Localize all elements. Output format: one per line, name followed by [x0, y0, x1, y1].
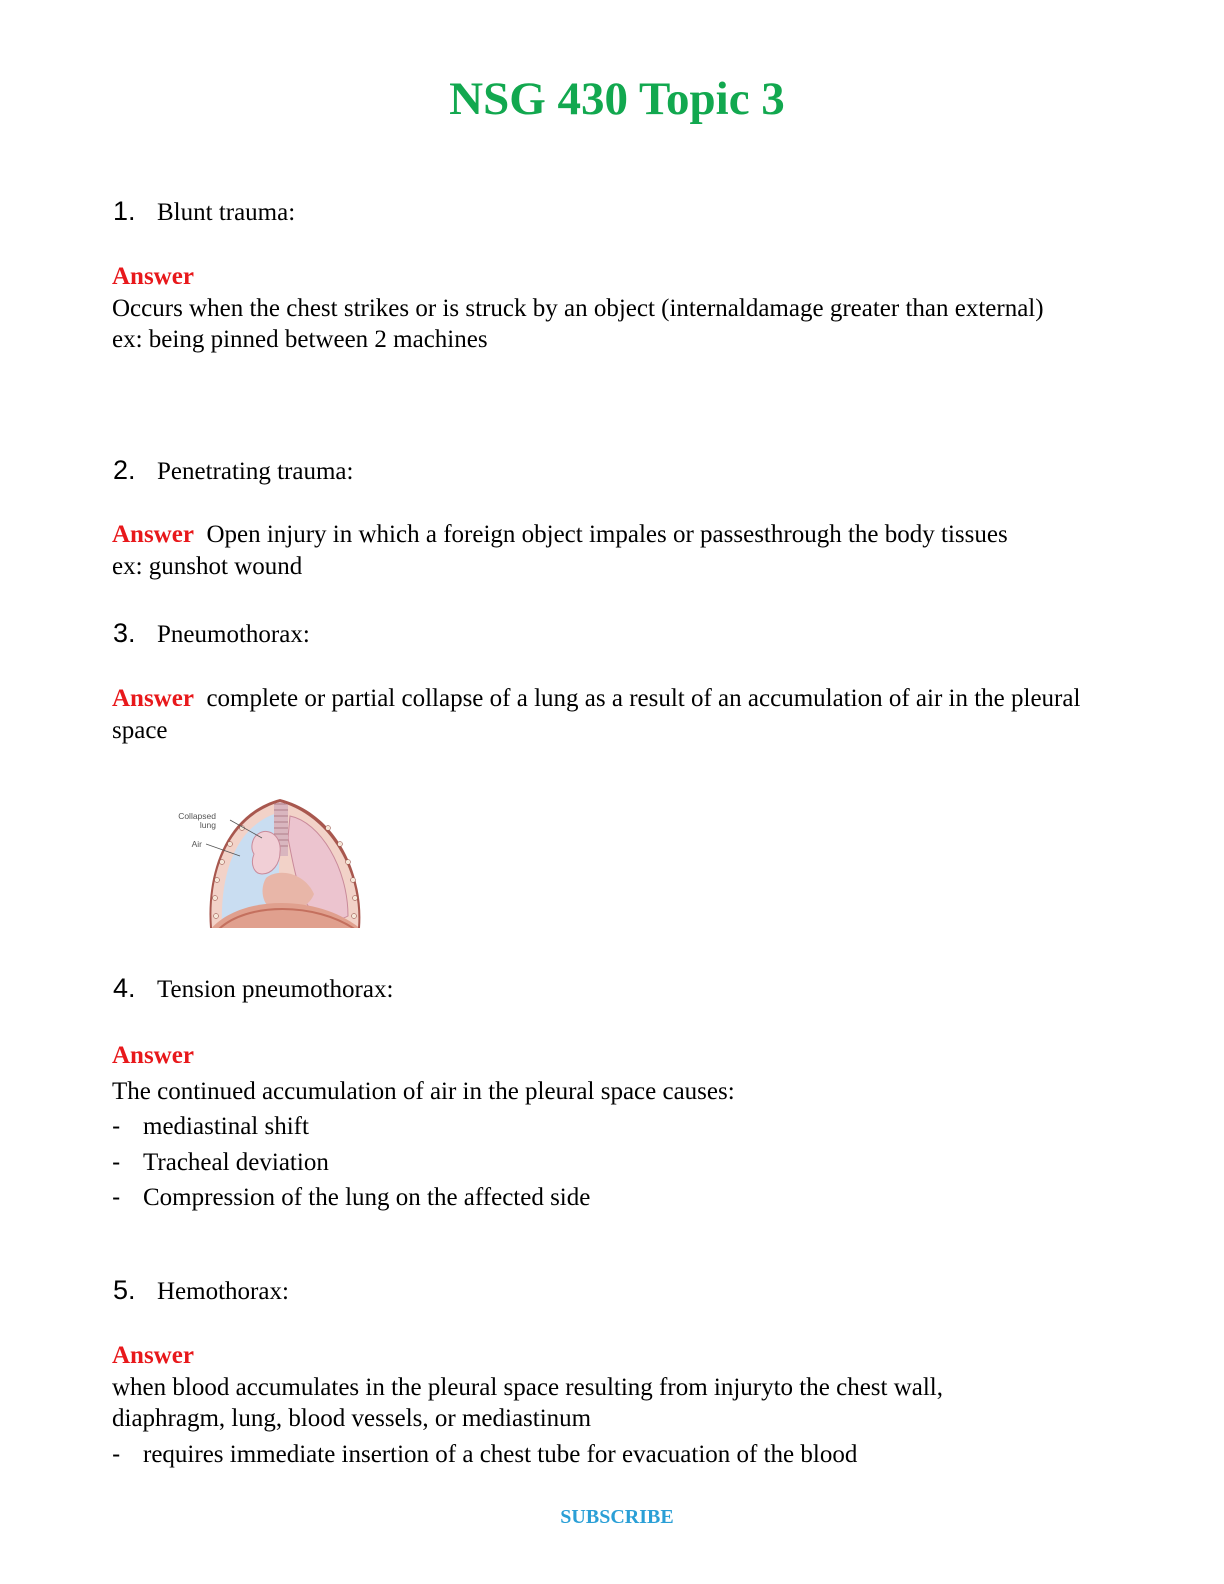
- list-item: - requires immediate insertion of a chest tube for evacuation of the blood: [112, 1439, 858, 1468]
- page-title: NSG 430 Topic 3: [449, 73, 785, 125]
- list-item: - Compression of the lung on the affected side: [112, 1183, 591, 1211]
- answer-label: Answer: [112, 521, 194, 548]
- question-term: Tension pneumothorax:: [157, 976, 394, 1003]
- answer-text: Occurs when the chest strikes or is struck by an object (internaldamage greater than external): [112, 294, 1044, 322]
- answer-text: when blood accumulates in the pleural space resulting from injuryto the chest wall, diaphragm, lung, blood vessels, or mediastinum: [112, 1373, 944, 1432]
- question-number: 5.: [113, 1275, 136, 1305]
- answer-example: ex: being pinned between 2 machines: [112, 326, 488, 353]
- figure-label-collapsed-lung: Collapsed lung: [178, 811, 216, 830]
- answer-label: Answer: [112, 263, 194, 290]
- question-number: 4.: [113, 973, 136, 1003]
- answer-block-1: [112, 261, 1122, 356]
- answer-block-2: [112, 519, 1122, 582]
- question-number: 3.: [113, 618, 136, 648]
- question-number: 1.: [113, 196, 136, 226]
- answer-text: The continued accumulation of air in the pleural space causes:: [112, 1077, 735, 1105]
- pneumothorax-illustration: [170, 798, 365, 930]
- answer-label: Answer: [112, 1342, 194, 1369]
- question-number: 2.: [113, 455, 136, 485]
- answer-text: complete or partial collapse of a lung as a result of an accumulation of air in the pleural space: [112, 685, 1081, 744]
- question-term: Pneumothorax:: [157, 621, 310, 648]
- answer-example: ex: gunshot wound: [112, 552, 303, 580]
- list-item: - Tracheal deviation: [112, 1147, 329, 1176]
- answer-block-3: [112, 683, 1122, 746]
- figure-label-air: Air: [191, 839, 202, 849]
- question-5: [113, 1275, 289, 1306]
- question-1: [113, 196, 295, 227]
- subscribe-link[interactable]: SUBSCRIBE: [560, 1506, 674, 1528]
- question-4: [113, 973, 393, 1004]
- list-item: - mediastinal shift: [112, 1112, 309, 1140]
- answer-label: Answer: [112, 685, 194, 712]
- question-term: Penetrating trauma:: [157, 458, 354, 485]
- question-term: Hemothorax:: [157, 1278, 289, 1305]
- question-2: [113, 455, 353, 486]
- answer-block-4: [112, 1038, 1122, 1216]
- question-term: Blunt trauma:: [157, 199, 296, 226]
- answer-block-5: [112, 1340, 1052, 1470]
- answer-text: Open injury in which a foreign object impales or passesthrough the body tissues: [206, 521, 1008, 548]
- question-3: [113, 618, 310, 649]
- answer-label: Answer: [112, 1042, 194, 1069]
